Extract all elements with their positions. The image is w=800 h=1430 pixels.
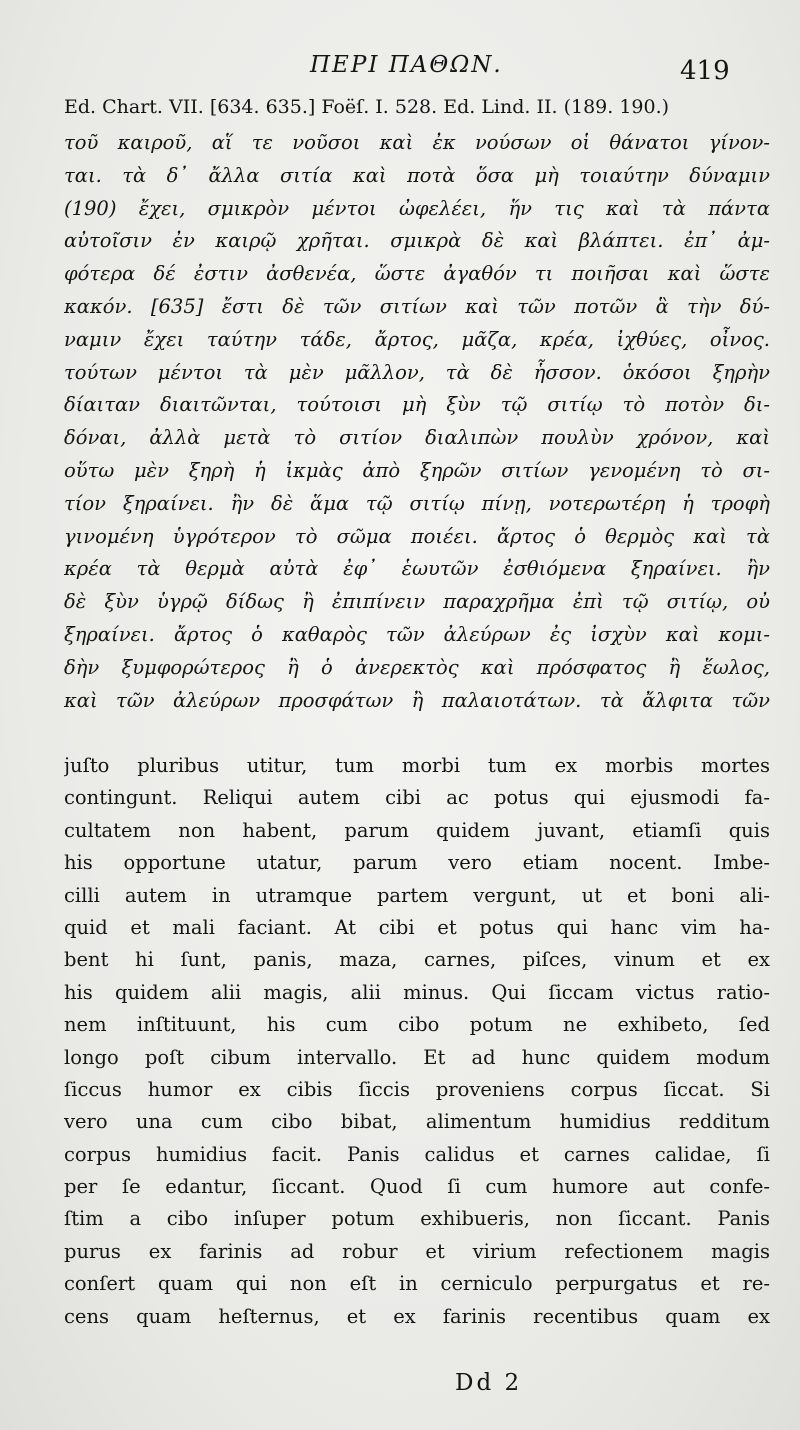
latin-line: ſiccus humor ex cibis ſiccis proveniens corpus ſiccat. Si [64,1077,770,1101]
latin-line: purus ex farinis ad robur et virium refectionem magis [64,1239,770,1263]
latin-line: conſert quam qui non eſt in cerniculo perpurgatus et re- [64,1272,770,1296]
greek-line: ξηραίνει. ἄρτος ὁ καθαρὸς τῶν ἀλεύρων ἐς ἰσχὺν καὶ κομι- [64,622,770,646]
greek-line: κρέα τὰ θερμὰ αὐτὰ ἐφ᾽ ἑωυτῶν ἐσθιόμενα ξηραίνει. ἢν [64,557,770,581]
latin-text-block [64,750,770,1333]
greek-line: δὲ ξὺν ὑγρῷ δίδως ἢ ἐπιπίνειν παραχρῆμα ἐπὶ τῷ σιτίῳ, οὐ [64,590,770,614]
latin-line: ſtim a cibo inſuper potum exhibueris, non ſiccant. Panis [64,1207,770,1231]
page-number: 419 [680,56,730,86]
latin-line: bent hi ſunt, panis, maza, carnes, piſces, vinum et ex [64,948,770,972]
greek-line: δόναι, ἀλλὰ μετὰ τὸ σιτίον διαλιπὼν πουλὺν χρόνον, καὶ [64,426,770,450]
greek-line: ται. τὰ δ᾽ ἄλλα σιτία καὶ ποτὰ ὅσα μὴ τοιαύτην δύναμιν [64,163,770,187]
greek-line: (190) ἔχει, σμικρὸν μέντοι ὠφελέει, ἥν τις καὶ τὰ πάντα [64,196,770,220]
latin-line: per ſe edantur, ſiccant. Quod ſi cum humore aut confe- [64,1175,770,1199]
latin-line: his quidem alii magis, alii minus. Qui ſiccam victus ratio- [64,980,770,1004]
running-head [0,52,800,92]
latin-line: contingunt. Reliqui autem cibi ac potus qui ejusmodi fa- [64,786,770,810]
greek-line: καὶ τῶν ἀλεύρων προσφάτων ἢ παλαιοτάτων. τὰ ἄλφιτα τῶν [64,688,770,712]
greek-line: φότερα δέ ἐστιν ἀσθενέα, ὥστε ἀγαθόν τι ποιῆσαι καὶ ὥστε [64,262,770,286]
latin-line: juſto pluribus utitur, tum morbi tum ex morbis mortes [64,754,770,777]
latin-line: cens quam heſternus, et ex farinis recentibus quam ex [64,1304,770,1328]
greek-line: ναμιν ἔχει ταύτην τάδε, ἄρτος, μᾶζα, κρέα, ἰχθύες, οἶνος. [64,327,770,351]
greek-text-block [64,127,770,717]
greek-line: δίαιταν διαιτῶνται, τούτοισι μὴ ξὺν τῷ σιτίῳ τὸ ποτὸν δι- [64,393,770,417]
greek-line: κακόν. [635] ἔστι δὲ τῶν σιτίων καὶ τῶν ποτῶν ἃ τὴν δύ- [64,294,770,318]
greek-line: τοῦ καιροῦ, αἵ τε νοῦσοι καὶ ἐκ νούσων οἱ θάνατοι γίνον- [64,131,770,154]
latin-line: his opportune utatur, parum vero etiam nocent. Imbe- [64,851,770,875]
signature-mark: Dd 2 [455,1370,523,1396]
greek-line: αὐτοῖσιν ἐν καιρῷ χρῆται. σμικρὰ δὲ καὶ βλάπτει. ἐπ᾽ ἀμ- [64,229,770,253]
edition-reference-line: Ed. Chart. VII. [634. 635.] Foëſ. I. 528. Ed. Lind. II. (189. 190.) [64,96,670,118]
greek-line: γινομένη ὑγρότερον τὸ σῶμα ποιέει. ἄρτος ὁ θερμὸς καὶ τὰ [64,524,770,548]
greek-line: τούτων μέντοι τὰ μὲν μᾶλλον, τὰ δὲ ἧσσον. ὁκόσοι ξηρὴν [64,360,770,384]
latin-line: corpus humidius facit. Panis calidus et carnes calidae, ſi [64,1142,770,1166]
greek-line: οὕτω μὲν ξηρὴ ἡ ἰκμὰς ἀπὸ ξηρῶν σιτίων γενομένη τὸ σι- [64,458,770,482]
latin-line: quid et mali faciant. At cibi et potus qui hanc vim ha- [64,915,770,939]
latin-line: vero una cum cibo bibat, alimentum humidius redditum [64,1110,770,1134]
greek-line: δὴν ξυμφορώτερος ἢ ὁ ἀνερεκτὸς καὶ πρόσφατος ἢ ἕωλος, [64,655,770,679]
latin-line: longo poſt cibum intervallo. Et ad hunc quidem modum [64,1045,770,1069]
latin-line: cilli autem in utramque partem vergunt, ut et boni ali- [64,883,770,907]
greek-line: τίον ξηραίνει. ἢν δὲ ἅμα τῷ σιτίῳ πίνῃ, νοτερωτέρη ἡ τροφὴ [64,491,770,515]
latin-line: nem inſtituunt, his cum cibo potum ne exhibeto, ſed [64,1013,770,1037]
running-title: ΠΕΡΙ ΠΑΘΩΝ. [310,52,503,78]
latin-line: cultatem non habent, parum quidem juvant, etiamſi quis [64,818,770,842]
